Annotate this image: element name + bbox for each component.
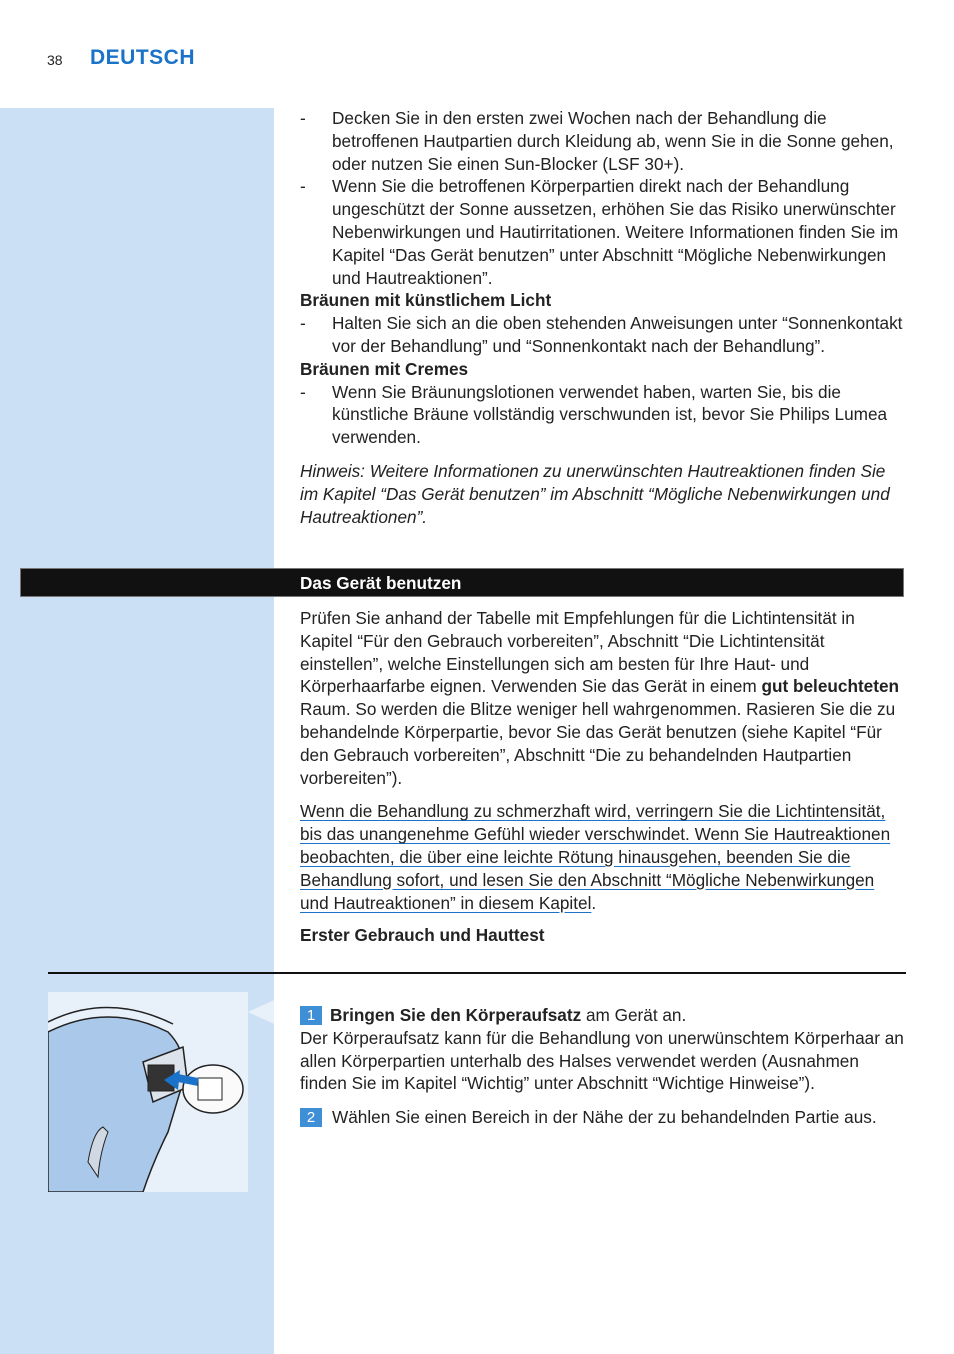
page-number: 38 bbox=[47, 52, 63, 68]
illustration-pointer bbox=[248, 1000, 274, 1024]
step-1-detail: Der Körperaufsatz kann für die Behandlung von unerwünschtem Körperhaar an allen Körperpartien unterhalb des Halses verwendet werden (Ausnahmen finden Sie im Kapitel “Wichtig” unter Abschnitt “Wichtige Hinweise”). bbox=[300, 1027, 904, 1094]
step-1: 1 Bringen Sie den Körperaufsatz am Gerät an. bbox=[300, 1004, 906, 1027]
language-heading: DEUTSCH bbox=[90, 46, 196, 69]
subheading-artificial-light: Bräunen mit künstlichem Licht bbox=[300, 290, 552, 311]
subheading-creams: Bräunen mit Cremes bbox=[300, 358, 469, 379]
list-item: - Decken Sie in den ersten zwei Wochen nach der Behandlung die betroffenen Hautpartien durch Kleidung ab, wenn Sie in die Sonne gehen, oder nutzen Sie einen Sun-Blocker (LSF 30+). bbox=[300, 108, 894, 174]
step-2: 2 Wählen Sie einen Bereich in der Nähe der zu behandelnden Partie aus. bbox=[300, 1106, 906, 1129]
list-item: - Wenn Sie die betroffenen Körperpartien direkt nach der Behandlung ungeschützt der Sonne aussetzen, erhöhen Sie das Risiko unerwünschter Nebenwirkungen und Hautirritationen. Weitere Informationen finden Sie im Kapitel “Das Gerät benutzen” unter Abschnitt “Mögliche Nebenwirkungen und Hautreaktionen”. bbox=[300, 176, 899, 288]
step-number-badge: 1 bbox=[300, 1006, 322, 1025]
subheading-first-use: Erster Gebrauch und Hauttest bbox=[300, 925, 545, 946]
section-divider bbox=[48, 972, 906, 974]
list-item: - Halten Sie sich an die oben stehenden Anweisungen unter “Sonnenkontakt vor der Behandlung” und “Sonnenkontakt nach der Behandlung”. bbox=[300, 313, 903, 356]
warning-paragraph: Wenn die Behandlung zu schmerzhaft wird, verringern Sie die Lichtintensität, bis das unangenehme Gefühl wieder verschwindet. Wenn Sie Hautreaktionen beobachten, die über eine leichte Rötung hinausgehen, beenden Sie die Behandlung sofort, und lesen Sie den Abschnitt “Mögliche Nebenwirkungen und Hautreaktionen” in diesem Kapitel. bbox=[300, 801, 891, 913]
section-title: Das Gerät benutzen bbox=[300, 573, 462, 593]
list-item: - Wenn Sie Bräunungslotionen verwendet haben, warten Sie, bis die künstliche Bräune vollständig verschwunden ist, bevor Sie Philips Lumea verwenden. bbox=[300, 381, 888, 448]
step-number-badge: 2 bbox=[300, 1108, 322, 1127]
steps-list bbox=[300, 1004, 906, 1129]
note-text: Hinweis: Weitere Informationen zu unerwünschten Hautreaktionen finden Sie im Kapitel “Das Gerät benutzen” im Abschnitt “Mögliche Nebenwirkungen und Hautreaktionen”. bbox=[300, 460, 890, 527]
section-sun-tanning bbox=[300, 107, 906, 528]
section-title-bar bbox=[20, 568, 904, 597]
section-using-device bbox=[300, 607, 906, 947]
device-attachment-illustration bbox=[48, 992, 248, 1192]
intro-paragraph: Prüfen Sie anhand der Tabelle mit Empfehlungen für die Lichtintensität in Kapitel “Für den Gebrauch vorbereiten”, Abschnitt “Die Lichtintensität einstellen”, welche Einstellungen sich am besten für Ihre Haut- und Körperhaarfarbe eignen. Verwenden Sie das Gerät in einem gut beleuchteten Raum. So werden die Blitze weniger hell wahrgenommen. Rasieren Sie die zu behandelnde Körperpartie, bevor Sie das Gerät benutzen (siehe Kapitel “Für den Gebrauch vorbereiten”, Abschnitt “Die zu behandelnden Hautpartien vorbereiten”). bbox=[300, 608, 900, 788]
